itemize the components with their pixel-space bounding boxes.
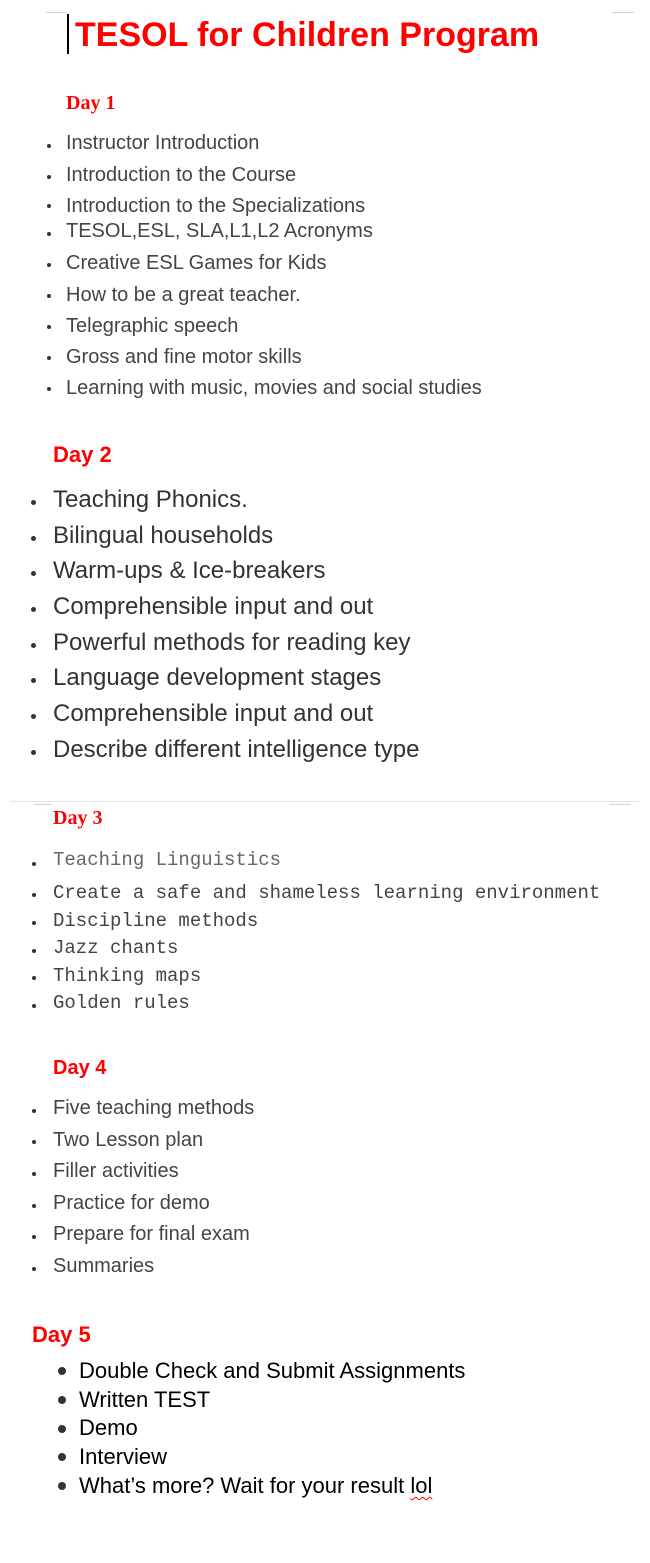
list-item[interactable]: Learning with music, movies and social studies bbox=[66, 372, 482, 403]
list-item[interactable]: Creative ESL Games for Kids bbox=[66, 248, 482, 279]
list-item[interactable]: Comprehensible input and out bbox=[53, 696, 419, 732]
list-item[interactable]: Double Check and Submit Assignments bbox=[79, 1357, 465, 1386]
list-item[interactable]: Telegraphic speech bbox=[66, 310, 482, 341]
list-item[interactable]: Five teaching methods bbox=[53, 1093, 254, 1125]
day-1-list bbox=[66, 129, 482, 403]
day-2-heading[interactable]: Day 2 bbox=[53, 442, 112, 467]
page-break bbox=[10, 801, 640, 802]
list-item[interactable]: Introduction to the Specializations bbox=[66, 191, 482, 218]
list-item[interactable]: Filler activities bbox=[53, 1156, 254, 1188]
list-item[interactable]: Instructor Introduction bbox=[66, 129, 482, 160]
list-item[interactable]: How to be a great teacher. bbox=[66, 279, 482, 310]
list-item[interactable]: Bilingual households bbox=[53, 518, 419, 554]
day-3-heading[interactable]: Day 3 bbox=[53, 807, 103, 829]
day-4-heading[interactable]: Day 4 bbox=[53, 1057, 107, 1079]
list-item[interactable]: Jazz chants bbox=[53, 935, 600, 963]
day-1-heading[interactable]: Day 1 bbox=[66, 92, 116, 114]
list-item[interactable]: Teaching Linguistics bbox=[53, 845, 600, 879]
list-item[interactable]: Introduction to the Course bbox=[66, 160, 482, 191]
list-item[interactable]: Practice for demo bbox=[53, 1188, 254, 1220]
list-item[interactable]: Gross and fine motor skills bbox=[66, 341, 482, 372]
day-5-list bbox=[79, 1357, 465, 1500]
list-item[interactable]: Two Lesson plan bbox=[53, 1125, 254, 1157]
list-item[interactable]: Warm-ups & Ice-breakers bbox=[53, 553, 419, 589]
day-3-list bbox=[53, 845, 600, 1018]
text-cursor bbox=[67, 14, 69, 54]
day-5-heading[interactable]: Day 5 bbox=[32, 1322, 91, 1347]
list-item[interactable]: Teaching Phonics. bbox=[53, 482, 419, 518]
list-item[interactable]: Powerful methods for reading key bbox=[53, 625, 419, 661]
list-item[interactable]: Create a safe and shameless learning environment bbox=[53, 879, 600, 907]
list-item-text: What’s more? Wait for your result bbox=[79, 1472, 411, 1498]
list-item[interactable]: Thinking maps bbox=[53, 963, 600, 991]
day-2-list bbox=[53, 482, 419, 768]
spelling-flagged-word[interactable]: lol bbox=[410, 1472, 433, 1498]
list-item[interactable]: Comprehensible input and out bbox=[53, 589, 419, 625]
page-corner-mark-top-left bbox=[46, 12, 66, 13]
list-item[interactable]: Golden rules bbox=[53, 990, 600, 1018]
list-item[interactable]: Demo bbox=[79, 1414, 465, 1443]
page-corner-mark-top-left bbox=[34, 801, 52, 805]
document-title[interactable]: TESOL for Children Program bbox=[75, 16, 540, 54]
list-item[interactable] bbox=[79, 1472, 465, 1501]
list-item[interactable]: Written TEST bbox=[79, 1386, 465, 1415]
list-item[interactable]: TESOL,ESL, SLA,L1,L2 Acronyms bbox=[66, 218, 482, 248]
list-item[interactable]: Summaries bbox=[53, 1251, 254, 1283]
day-4-list bbox=[53, 1093, 254, 1283]
list-item[interactable]: Language development stages bbox=[53, 660, 419, 696]
list-item[interactable]: Prepare for final exam bbox=[53, 1219, 254, 1251]
page-corner-mark-top-right bbox=[609, 801, 631, 805]
list-item[interactable]: Describe different intelligence type bbox=[53, 732, 419, 768]
page-corner-mark-top-right bbox=[612, 12, 634, 13]
list-item[interactable]: Discipline methods bbox=[53, 907, 600, 935]
list-item[interactable]: Interview bbox=[79, 1443, 465, 1472]
